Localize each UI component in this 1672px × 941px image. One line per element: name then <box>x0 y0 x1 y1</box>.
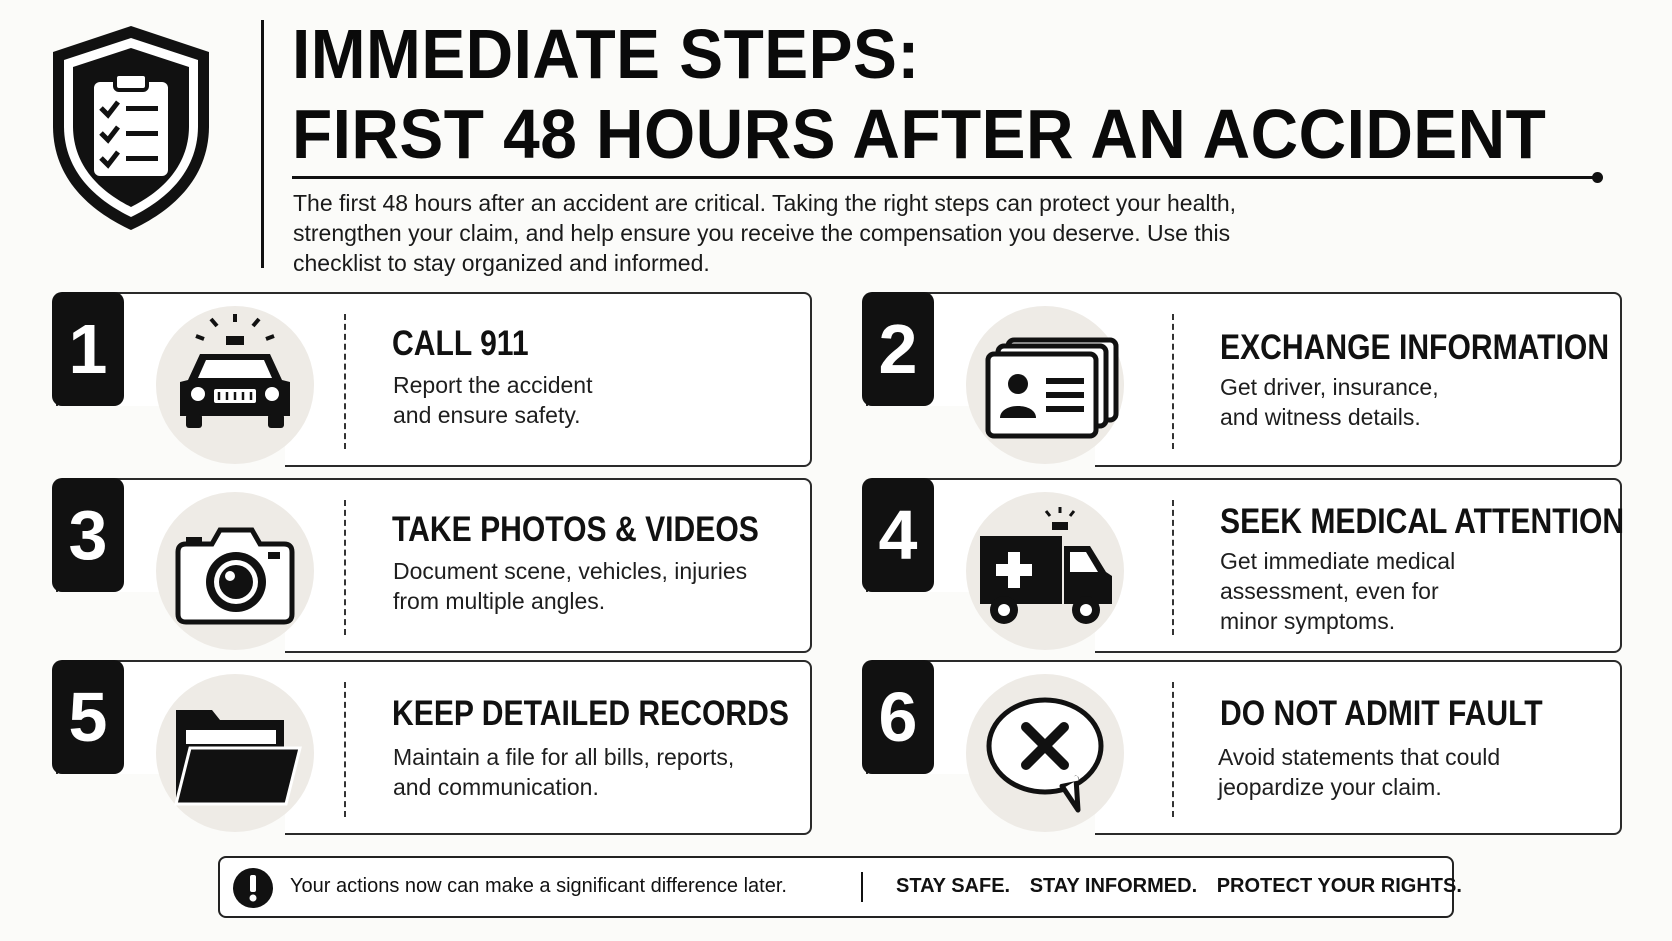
step-number: 3 <box>52 478 124 592</box>
step-title: SEEK MEDICAL ATTENTION <box>1220 502 1625 541</box>
exclamation-icon <box>232 867 274 909</box>
card-divider <box>344 682 346 817</box>
title-underline <box>292 176 1598 179</box>
step-card-4 <box>866 478 1625 653</box>
step-title: DO NOT ADMIT FAULT <box>1220 694 1543 733</box>
id-cards-icon <box>966 306 1124 464</box>
title-line-1: IMMEDIATE STEPS: <box>292 15 920 93</box>
step-card-3 <box>56 478 812 653</box>
footer-slogans <box>896 875 1476 898</box>
step-number: 2 <box>862 292 934 406</box>
step-card-2 <box>866 292 1622 467</box>
step-description: Avoid statements that could jeopardize your claim. <box>1218 744 1501 800</box>
step-title: EXCHANGE INFORMATION <box>1220 328 1610 367</box>
no-speech-icon <box>966 674 1124 832</box>
step-description: Document scene, vehicles, injuries from multiple angles. <box>393 558 748 614</box>
page-title <box>292 14 1547 174</box>
folder-icon <box>156 674 314 832</box>
footer-message: Your actions now can make a significant difference later. <box>290 875 787 897</box>
step-description: Maintain a file for all bills, reports, and communication. <box>393 744 735 800</box>
step-number: 4 <box>862 478 934 592</box>
step-number: 1 <box>52 292 124 406</box>
footer-banner <box>218 856 1462 918</box>
step-number: 6 <box>862 660 934 774</box>
card-divider <box>1172 500 1174 635</box>
card-divider <box>1172 314 1174 449</box>
police-car-icon <box>156 306 314 464</box>
header-divider <box>261 20 264 268</box>
card-divider <box>344 500 346 635</box>
ambulance-icon <box>966 492 1124 650</box>
step-title: KEEP DETAILED RECORDS <box>392 694 789 733</box>
step-description: Get driver, insurance, and witness details. <box>1220 374 1439 430</box>
step-title: TAKE PHOTOS & VIDEOS <box>392 510 759 549</box>
card-divider <box>344 314 346 449</box>
slogan-protect-rights: PROTECT YOUR RIGHTS. <box>1216 875 1462 897</box>
step-description: Report the accident and ensure safety. <box>393 372 593 428</box>
step-card-1 <box>56 292 812 467</box>
shield-checklist-icon <box>46 22 216 234</box>
title-underline-dot <box>1592 172 1603 183</box>
card-divider <box>1172 682 1174 817</box>
step-card-5 <box>56 660 812 835</box>
footer-divider <box>861 872 863 902</box>
step-title: CALL 911 <box>392 324 529 363</box>
title-line-2: FIRST 48 HOURS AFTER AN ACCIDENT <box>292 95 1547 173</box>
slogan-stay-safe: STAY SAFE. <box>896 875 1011 897</box>
slogan-stay-informed: STAY INFORMED. <box>1029 875 1198 897</box>
camera-icon <box>156 492 314 650</box>
step-description: Get immediate medical assessment, even for minor symptoms. <box>1220 548 1456 634</box>
intro-text: The first 48 hours after an accident are critical. Taking the right steps can protect your health, strengthen your claim, and help ensure you receive the compensation you deserve. Use this checklist to stay organized and informed. <box>293 190 1237 276</box>
step-card-6 <box>866 660 1622 835</box>
step-number: 5 <box>52 660 124 774</box>
